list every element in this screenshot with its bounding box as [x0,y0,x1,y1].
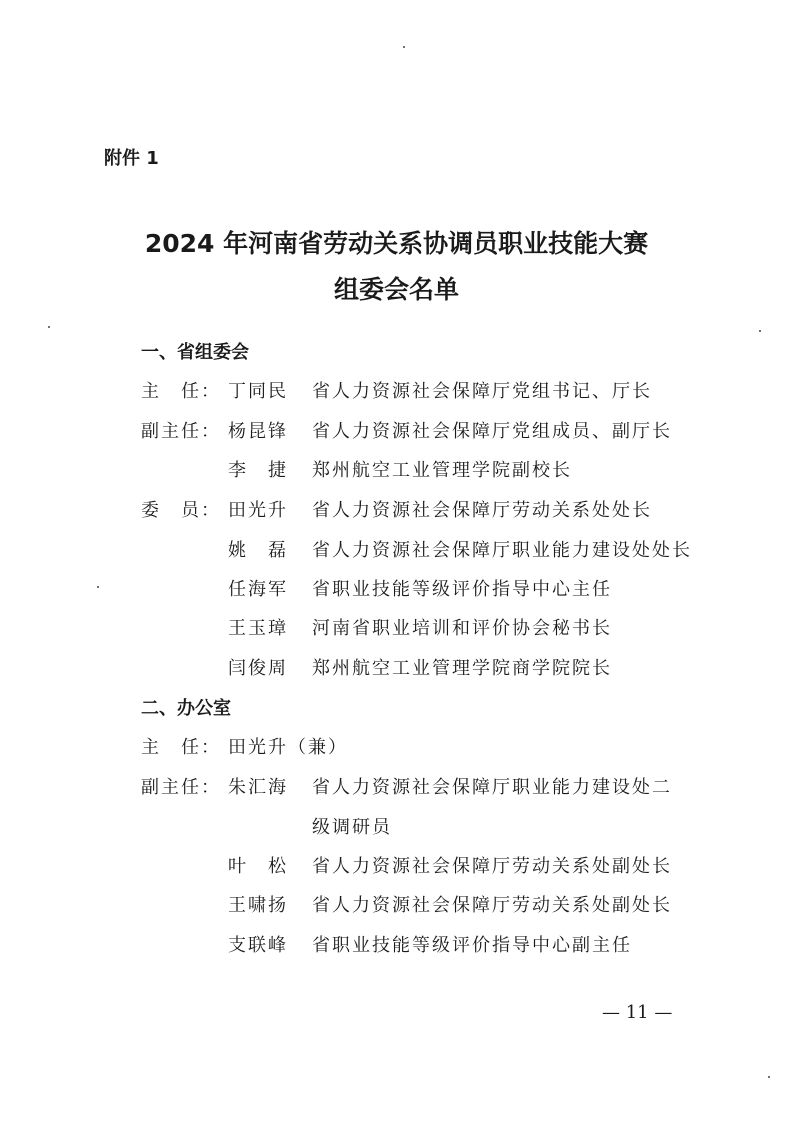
page-number: — 11 — [602,1002,673,1023]
attachment-label: 附件 1 [104,148,159,169]
desc-deputy-1: 省人力资源社会保障厅党组成员、副厅长 [312,421,672,442]
name-member-3: 任海军 [228,579,288,600]
office-desc-deputy-1-line-2: 级调研员 [312,817,392,838]
desc-member-3: 省职业技能等级评价指导中心主任 [312,579,612,600]
document-title-line-2: 组委会名单 [333,275,459,304]
name-member-5: 闫俊周 [228,658,288,679]
document-title-line-1: 2024 年河南省劳动关系协调员职业技能大赛 [144,229,649,258]
role-member: 委 员： [141,500,221,521]
role-deputy: 副主任： [141,421,221,442]
name-member-2: 姚 磊 [228,540,288,561]
office-name-deputy-4: 支联峰 [228,935,288,956]
desc-member-5: 郑州航空工业管理学院商学院院长 [312,658,612,679]
office-desc-deputy-3: 省人力资源社会保障厅劳动关系处副处长 [312,895,672,916]
section-heading-office: 二、办公室 [141,698,231,719]
office-role-director: 主 任： [141,737,221,758]
desc-director: 省人力资源社会保障厅党组书记、厅长 [312,381,652,402]
name-deputy-1: 杨昆锋 [228,421,288,442]
office-name-director: 田光升（兼） [228,737,348,758]
desc-deputy-2: 郑州航空工业管理学院副校长 [312,460,572,481]
office-name-deputy-1: 朱汇海 [228,777,288,798]
office-role-deputy: 副主任： [141,777,221,798]
office-desc-deputy-1-line-1: 省人力资源社会保障厅职业能力建设处二 [312,777,672,798]
office-desc-deputy-4: 省职业技能等级评价指导中心副主任 [312,935,632,956]
office-name-deputy-2: 叶 松 [228,856,288,877]
desc-member-1: 省人力资源社会保障厅劳动关系处处长 [312,500,652,521]
name-director: 丁同民 [228,381,288,402]
desc-member-4: 河南省职业培训和评价协会秘书长 [312,618,612,639]
name-member-4: 王玉璋 [228,618,288,639]
name-member-1: 田光升 [228,500,288,521]
office-name-deputy-3: 王啸扬 [228,895,288,916]
name-deputy-2: 李 捷 [228,460,288,481]
role-director: 主 任： [141,381,221,402]
section-heading-committee: 一、省组委会 [141,342,249,363]
office-desc-deputy-2: 省人力资源社会保障厅劳动关系处副处长 [312,856,672,877]
desc-member-2: 省人力资源社会保障厅职业能力建设处处长 [312,540,692,561]
